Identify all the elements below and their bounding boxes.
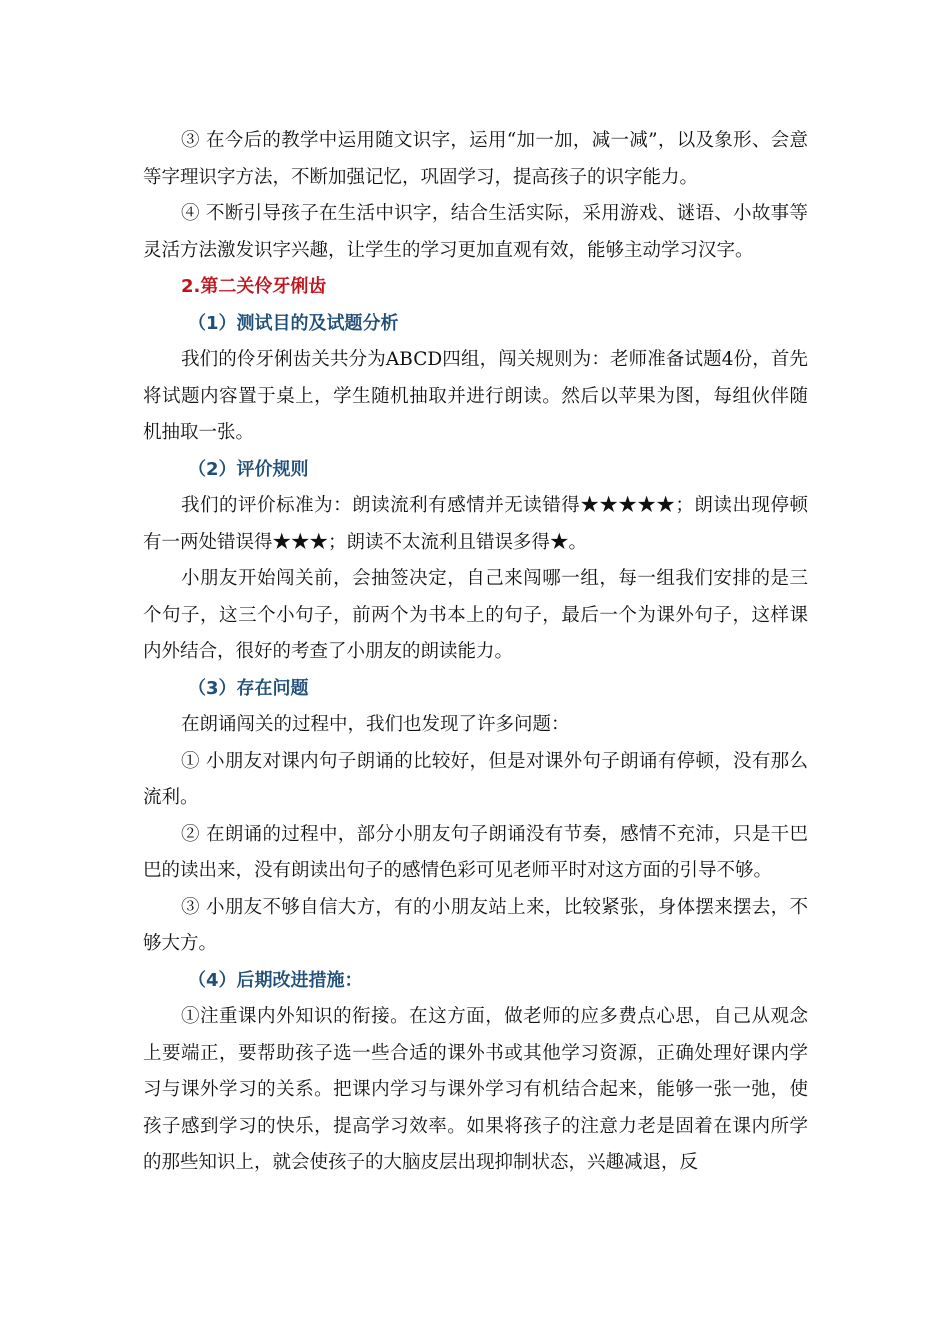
paragraph-test-purpose: 我们的伶牙俐齿关共分为ABCD四组，闯关规则为：老师准备试题4份，首先将试题内容置于桌上，学生随机抽取并进行朗读。然后以苹果为图，每组伙伴随机抽取一张。	[143, 349, 808, 443]
subheading-test-purpose: （1）测试目的及试题分析	[188, 312, 399, 334]
paragraph-problems-intro: 在朗诵闯关的过程中，我们也发现了许多问题：	[181, 714, 570, 735]
paragraph-improvement-1: ①注重课内外知识的衔接。在这方面，做老师的应多费点心思，自己从观念上要端正，要帮助孩子选一些合适的课外书或其他学习资源，正确处理好课内学习与课外学习的关系。把课内学习与课外学习有机结合起来，能够一张一弛，使孩子感到学习的快乐，提高学习效率。如果将孩子的注意力老是固着在课内所学的那些知识上，就会使孩子的大脑皮层出现抑制状态，兴趣减退，反	[143, 1006, 808, 1173]
paragraph-problem-1: ① 小朋友对课内句子朗诵的比较好，但是对课外句子朗诵有停顿，没有那么流利。	[143, 750, 808, 808]
document-body	[143, 123, 808, 1182]
paragraph-problem-3: ③ 小朋友不够自信大方，有的小朋友站上来，比较紧张，身体摆来摆去，不够大方。	[143, 896, 808, 954]
paragraph-review-3: ③ 在今后的教学中运用随文识字，运用“加一加，减一减”，以及象形、会意等字理识字方法，不断加强记忆，巩固学习，提高孩子的识字能力。	[143, 130, 808, 188]
subheading-improvements: （4）后期改进措施：	[188, 969, 363, 991]
paragraph-evaluation-standard: 我们的评价标准为：朗读流利有感情并无读错得★★★★★；朗读出现停顿有一两处错误得★★★；朗读不太流利且错误多得★。	[143, 495, 808, 553]
subheading-evaluation-rules: （2）评价规则	[188, 458, 309, 480]
paragraph-review-4: ④ 不断引导孩子在生活中识字，结合生活实际，采用游戏、谜语、小故事等灵活方法激发识字兴趣，让学生的学习更加直观有效，能够主动学习汉字。	[143, 203, 808, 261]
section-heading-2: 2.第二关伶牙俐齿	[181, 276, 327, 297]
subheading-problems: （3）存在问题	[188, 677, 309, 699]
paragraph-problem-2: ② 在朗诵的过程中，部分小朋友句子朗诵没有节奏，感情不充沛，只是干巴巴的读出来，没有朗读出句子的感情色彩可见老师平时对这方面的引导不够。	[143, 823, 808, 881]
paragraph-draw-lots: 小朋友开始闯关前，会抽签决定，自己来闯哪一组，每一组我们安排的是三个句子，这三个小句子，前两个为书本上的句子，最后一个为课外句子，这样课内外结合，很好的考查了小朋友的朗读能力。	[143, 568, 808, 662]
